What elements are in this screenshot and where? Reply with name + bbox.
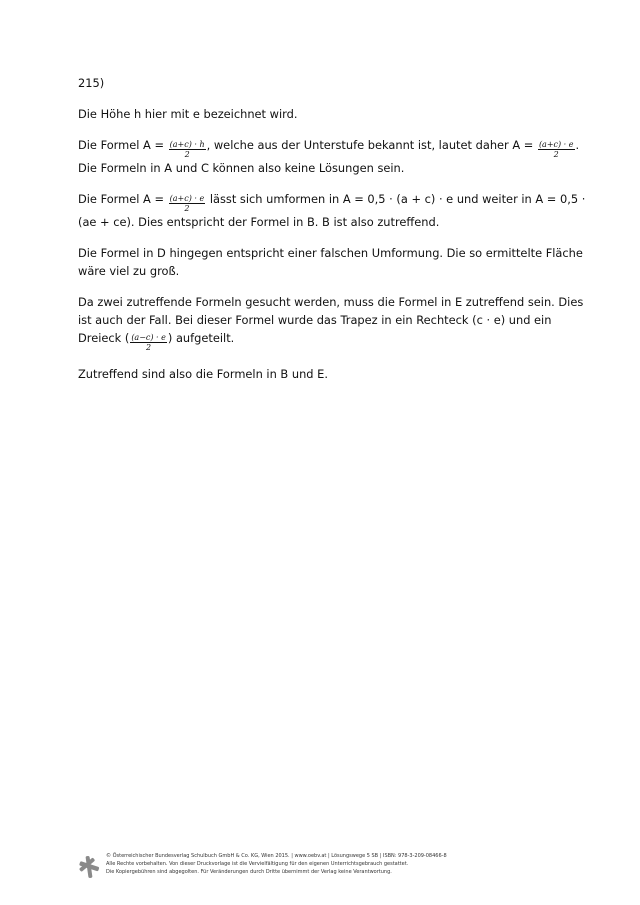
fraction-numerator: (a+c) · e [538,140,574,149]
solution-text [78,74,598,396]
footer-line-1: © Österreichischer Bundesverlag Schulbuch GmbH & Co. KG, Wien 2015. | www.oebv.at | Lösungswege 5 SB | ISBN: 978-3-209-08466-8 [106,853,447,859]
fraction-numerator: (a+c) · h [169,140,205,149]
p3-text-b: lässt sich umformen in A = 0,5 · (a + c) · e und weiter in A = 0,5 · (ae + ce). Dies entspricht der Formel in B. B ist also zutreffend. [78,192,586,229]
copyright-notice [106,852,447,876]
fraction-area-e [538,140,575,159]
fraction-area-e [169,194,206,213]
footer-line-2: Alle Rechte vorbehalten. Von dieser Druckvorlage ist die Vervielfältigung für den eigenen Unterrichtsgebrauch gestattet. [106,861,409,867]
fraction-denominator: 2 [184,204,190,213]
paragraph-4: Die Formel in D hingegen entspricht einer falschen Umformung. Die so ermittelte Fläche wäre viel zu groß. [78,246,583,278]
p5-text-b: ) aufgeteilt. [167,331,235,345]
paragraph-1: Die Höhe h hier mit e bezeichnet wird. [78,107,298,121]
p3-text-a: Die Formel A = [78,192,168,206]
p2-text-a: Die Formel A = [78,138,168,152]
paragraph-2 [78,136,598,177]
paragraph-3 [78,190,598,231]
paragraph-6: Zutreffend sind also die Formeln in B und E. [78,367,328,381]
p5-text-a: Da zwei zutreffende Formeln gesucht werden, muss die Formel in E zutreffend sein. Dies ist auch der Fall. Bei dieser Formel wurde das Trapez in ein Rechteck (c · e) und ein Dreieck ( [78,295,584,345]
fraction-triangle [130,333,167,352]
footer-line-3: Die Kopiergebühren sind abgegolten. Für Veränderungen durch Dritte übernimmt der Verlag keine Verantwortung. [106,869,392,875]
fraction-area-h [169,140,206,159]
fraction-numerator: (a−c) · e [131,333,166,342]
fraction-denominator: 2 [184,150,190,159]
paragraph-5 [78,293,598,352]
publisher-logo-icon [78,854,100,880]
fraction-denominator: 2 [146,343,152,352]
p2-text-c: . Die Formeln in A und C können also keine Lösungen sein. [78,138,580,175]
fraction-numerator: (a+c) · e [169,194,205,203]
exercise-number: 215) [78,76,105,90]
fraction-denominator: 2 [553,150,559,159]
p2-text-b: , welche aus der Unterstufe bekannt ist, lautet daher A = [206,138,537,152]
